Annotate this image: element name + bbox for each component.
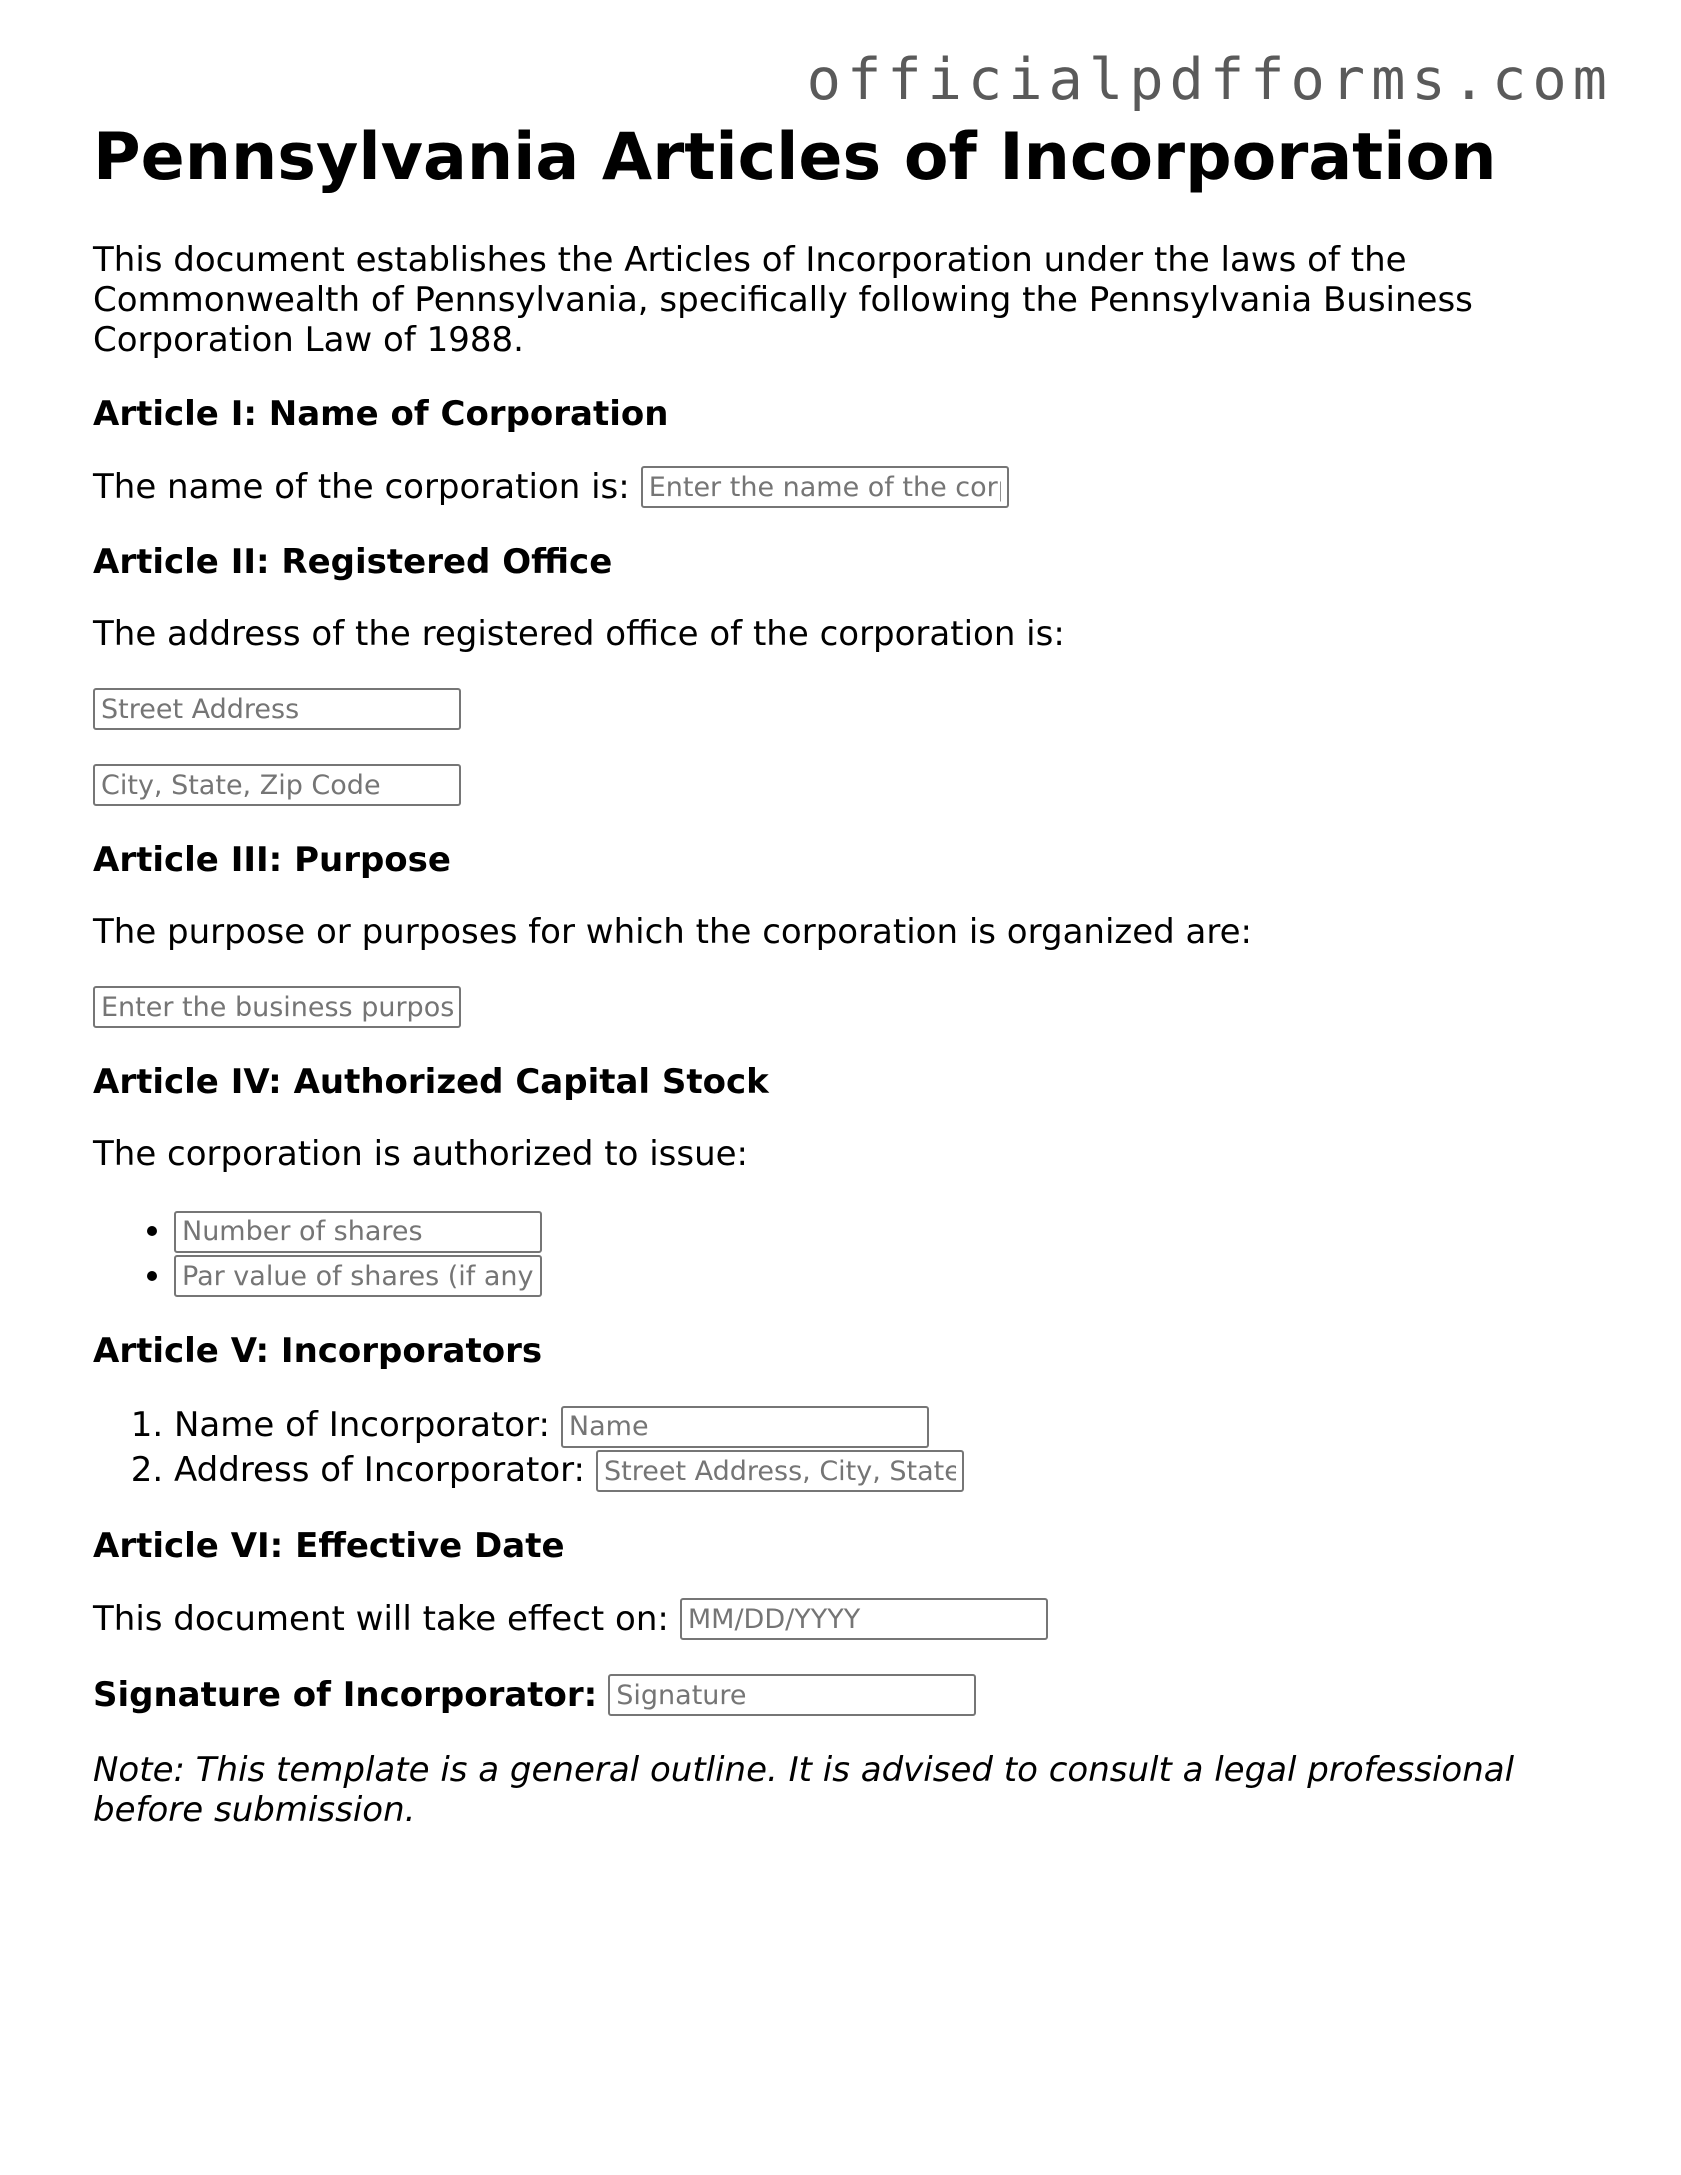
article-2-heading: Article II: Registered Office xyxy=(93,542,613,582)
article-6-heading: Article VI: Effective Date xyxy=(93,1526,565,1566)
document-body xyxy=(93,118,1613,1830)
incorporator-address-input[interactable] xyxy=(596,1450,964,1492)
article-3-heading: Article III: Purpose xyxy=(93,840,451,880)
page-title: Pennsylvania Articles of Incorporation xyxy=(93,120,1497,195)
registered-office-label: The address of the registered office of the corporation is: xyxy=(93,614,1065,654)
effective-date-input[interactable] xyxy=(680,1598,1048,1640)
par-value-input[interactable] xyxy=(174,1255,542,1297)
purpose-label: The purpose or purposes for which the corporation is organized are: xyxy=(93,912,1252,952)
list-item xyxy=(174,1403,1613,1448)
incorporator-name-input[interactable] xyxy=(561,1406,929,1448)
incorporators-list xyxy=(93,1403,1613,1492)
incorporator-address-label: Address of Incorporator: xyxy=(174,1449,586,1490)
number-of-shares-input[interactable] xyxy=(174,1211,542,1253)
corporation-name-row xyxy=(93,466,1613,508)
article-5-heading: Article V: Incorporators xyxy=(93,1331,543,1371)
signature-row xyxy=(93,1674,1613,1716)
business-purpose-input[interactable] xyxy=(93,986,461,1028)
site-watermark: officialpdfforms.com xyxy=(806,47,1613,113)
list-item xyxy=(174,1253,1613,1298)
capital-stock-label: The corporation is authorized to issue: xyxy=(93,1134,748,1174)
signature-input[interactable] xyxy=(608,1674,976,1716)
article-1-heading: Article I: Name of Corporation xyxy=(93,394,669,434)
corporation-name-label: The name of the corporation is: xyxy=(93,467,630,507)
incorporator-name-label: Name of Incorporator: xyxy=(174,1405,550,1445)
article-4-heading: Article IV: Authorized Capital Stock xyxy=(93,1062,769,1102)
city-state-zip-input[interactable] xyxy=(93,764,461,806)
list-item xyxy=(174,1208,1613,1253)
signature-label: Signature of Incorporator: xyxy=(93,1675,598,1715)
list-item xyxy=(174,1448,1613,1493)
corporation-name-input[interactable] xyxy=(641,466,1009,508)
disclaimer-note: Note: This template is a general outline. It is advised to consult a legal professional before submission. xyxy=(93,1750,1515,1830)
capital-stock-list xyxy=(93,1208,1613,1297)
effective-date-label: This document will take effect on: xyxy=(93,1599,669,1639)
street-address-input[interactable] xyxy=(93,688,461,730)
effective-date-row xyxy=(93,1598,1613,1640)
intro-paragraph: This document establishes the Articles of Incorporation under the laws of the Commonwealth of Pennsylvania, specifically following the Pennsylvania Business Corporation Law of 1988. xyxy=(93,240,1473,360)
